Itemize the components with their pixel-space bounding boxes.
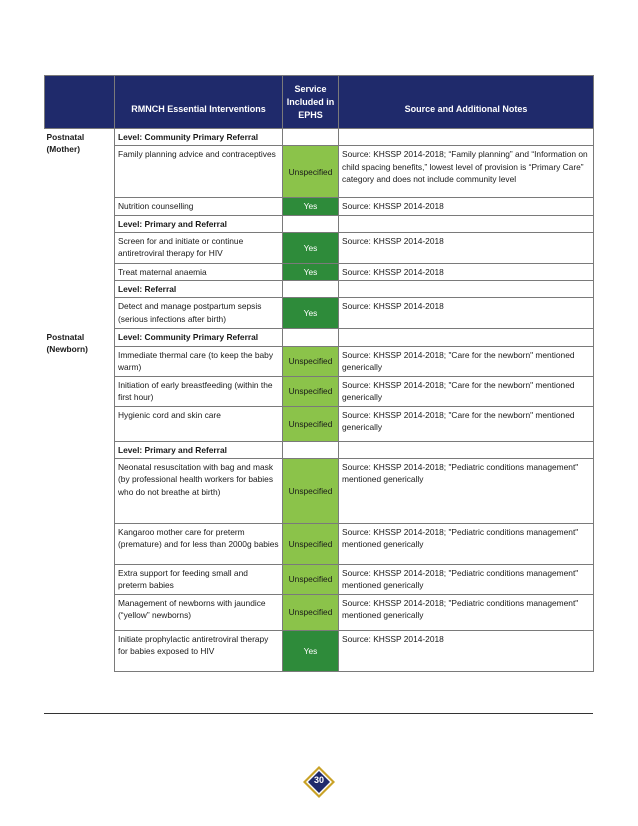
ephs-cell: Yes (283, 298, 339, 329)
level-notes-empty (339, 129, 594, 146)
header-row (45, 76, 594, 129)
bottom-rule (44, 713, 593, 714)
ephs-cell: Yes (283, 631, 339, 672)
level-label: Level: Primary and Referral (115, 441, 283, 458)
ephs-cell: Unspecified (283, 459, 339, 524)
table-row (45, 346, 594, 376)
level-ephs-empty (283, 215, 339, 232)
ephs-cell: Unspecified (283, 406, 339, 441)
ephs-cell: Yes (283, 198, 339, 215)
table-row (45, 376, 594, 406)
ephs-cell: Unspecified (283, 524, 339, 565)
table-row (45, 406, 594, 441)
intervention-cell: Management of newborns with jaundice (“yellow” newborns) (115, 595, 283, 631)
level-row (45, 441, 594, 458)
notes-cell: Source: KHSSP 2014-2018; "Care for the newborn" mentioned generically (339, 406, 594, 441)
level-label: Level: Community Primary Referral (115, 129, 283, 146)
notes-cell: Source: KHSSP 2014-2018; "Pediatric conditions management" mentioned generically (339, 459, 594, 524)
header-section-blank (45, 76, 115, 129)
ephs-cell: Unspecified (283, 346, 339, 376)
level-notes-empty (339, 329, 594, 346)
level-row (45, 329, 594, 346)
level-row (45, 129, 594, 146)
notes-cell: Source: KHSSP 2014-2018 (339, 298, 594, 329)
ephs-cell: Yes (283, 263, 339, 280)
notes-cell: Source: KHSSP 2014-2018 (339, 631, 594, 672)
ephs-cell: Unspecified (283, 595, 339, 631)
ephs-cell: Yes (283, 232, 339, 263)
notes-cell: Source: KHSSP 2014-2018; "Care for the newborn" mentioned generically (339, 346, 594, 376)
intervention-cell: Hygienic cord and skin care (115, 406, 283, 441)
intervention-cell: Nutrition counselling (115, 198, 283, 215)
level-notes-empty (339, 281, 594, 298)
level-row (45, 281, 594, 298)
intervention-cell: Family planning advice and contraceptives (115, 146, 283, 198)
table-row (45, 459, 594, 524)
page-number-badge (303, 766, 335, 798)
level-ephs-empty (283, 441, 339, 458)
table-row (45, 298, 594, 329)
notes-cell: Source: KHSSP 2014-2018; "Pediatric conditions management" mentioned generically (339, 595, 594, 631)
notes-cell: Source: KHSSP 2014-2018; “Family planning” and “Information on child spacing benefits,” lowest level of provision is “Primary Care” category and does not include community level (339, 146, 594, 198)
section-label: Postnatal (Mother) (46, 132, 85, 155)
section-label: Postnatal (Newborn) (46, 331, 88, 355)
table-row (45, 524, 594, 565)
table-row (45, 595, 594, 631)
header-ephs: Service Included in EPHS (283, 76, 339, 129)
intervention-cell: Immediate thermal care (to keep the baby warm) (115, 346, 283, 376)
ephs-cell: Unspecified (283, 565, 339, 595)
level-notes-empty (339, 441, 594, 458)
intervention-cell: Treat maternal anaemia (115, 263, 283, 280)
ephs-cell: Unspecified (283, 376, 339, 406)
table-row (45, 232, 594, 263)
level-notes-empty (339, 215, 594, 232)
notes-cell: Source: KHSSP 2014-2018; "Pediatric conditions management" mentioned generically (339, 565, 594, 595)
notes-cell: Source: KHSSP 2014-2018; "Care for the newborn" mentioned generically (339, 376, 594, 406)
notes-cell: Source: KHSSP 2014-2018 (339, 263, 594, 280)
table-row (45, 263, 594, 280)
intervention-cell: Kangaroo mother care for preterm (premature) and for less than 2000g babies (115, 524, 283, 565)
header-notes: Source and Additional Notes (339, 76, 594, 129)
level-ephs-empty (283, 281, 339, 298)
level-row (45, 215, 594, 232)
notes-cell: Source: KHSSP 2014-2018 (339, 232, 594, 263)
intervention-cell: Screen for and initiate or continue antiretroviral therapy for HIV (115, 232, 283, 263)
level-label: Level: Primary and Referral (115, 215, 283, 232)
level-ephs-empty (283, 129, 339, 146)
level-label: Level: Community Primary Referral (115, 329, 283, 346)
notes-cell: Source: KHSSP 2014-2018 (339, 198, 594, 215)
header-interventions: RMNCH Essential Interventions (115, 76, 283, 129)
intervention-cell: Detect and manage postpartum sepsis (serious infections after birth) (115, 298, 283, 329)
table-row (45, 631, 594, 672)
notes-cell: Source: KHSSP 2014-2018; "Pediatric conditions management" mentioned generically (339, 524, 594, 565)
level-ephs-empty (283, 329, 339, 346)
interventions-table (44, 75, 594, 672)
intervention-cell: Initiate prophylactic antiretroviral therapy for babies exposed to HIV (115, 631, 283, 672)
table-row (45, 198, 594, 215)
ephs-cell: Unspecified (283, 146, 339, 198)
intervention-cell: Initiation of early breastfeeding (within the first hour) (115, 376, 283, 406)
intervention-cell: Extra support for feeding small and preterm babies (115, 565, 283, 595)
level-label: Level: Referral (115, 281, 283, 298)
table-row (45, 146, 594, 198)
intervention-cell: Neonatal resuscitation with bag and mask (by professional health workers for babies who do not breathe at birth) (115, 459, 283, 524)
page-number: 30 (313, 775, 324, 785)
table-row (45, 565, 594, 595)
